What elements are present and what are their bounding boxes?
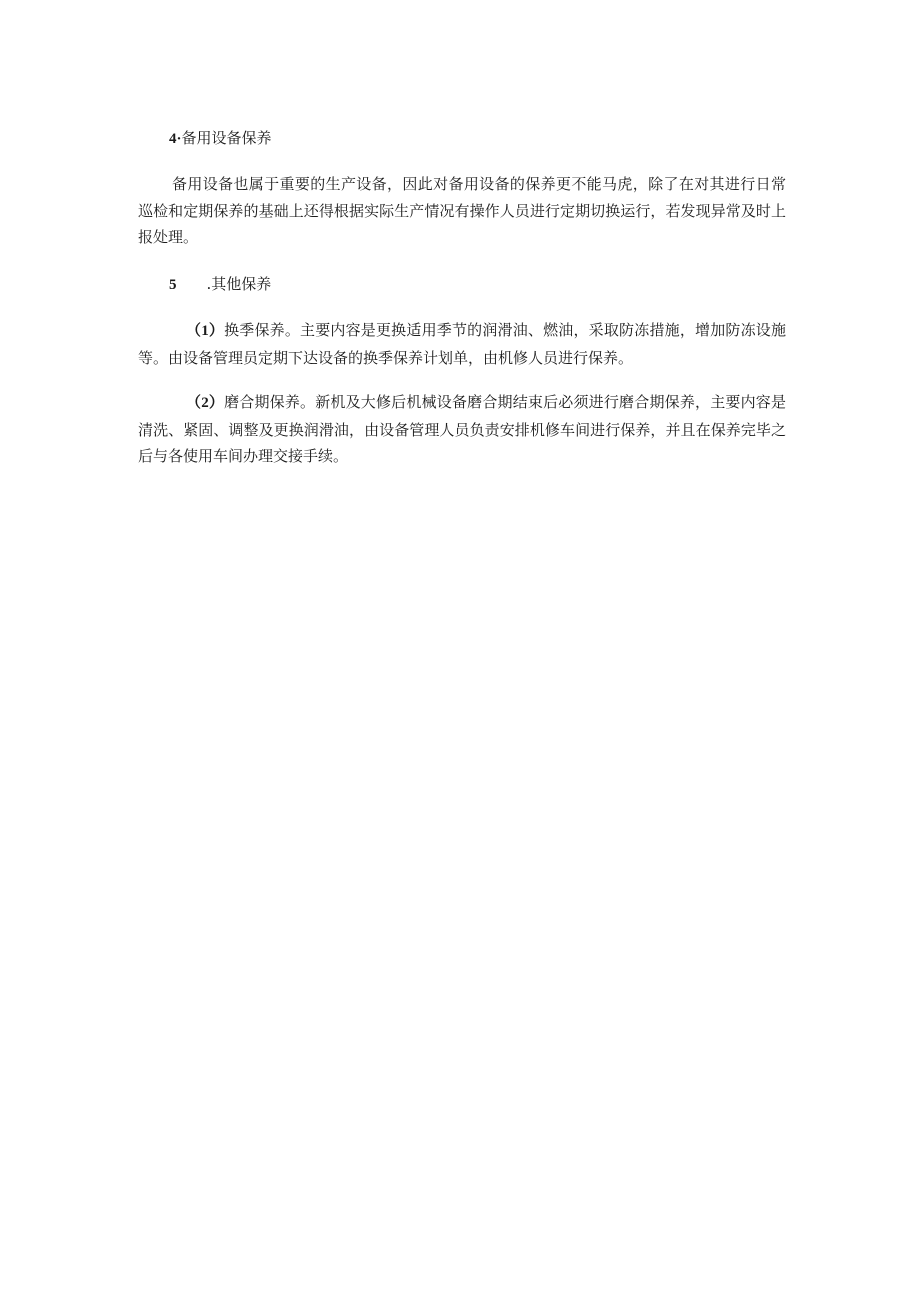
section-4-number: 4· (169, 131, 182, 147)
section-5-number: 5 (169, 277, 177, 293)
section-4-paragraph: 备用设备也属于重要的生产设备，因此对备用设备的保养更不能马虎，除了在对其进行日常巡检和定期保养的基础上还得根据实际生产情况有操作人员进行定期切换运行，若发现异常及时上报处理。 (138, 175, 786, 246)
item-2-text: 磨合期保养。新机及大修后机械设备磨合期结束后必须进行磨合期保养，主要内容是清洗、紧固、调整及更换润滑油，由设备管理人员负责安排机修车间进行保养，并且在保养完毕之后与各使用车间办理交接手续。 (138, 393, 786, 465)
item-1-text: 换季保养。主要内容是更换适用季节的润滑油、燃油，采取防冻措施，增加防冻设施等。由设备管理员定期下达设备的换季保养计划单，由机修人员进行保养。 (138, 321, 786, 367)
item-2-marker: （2） (186, 395, 225, 411)
section-4-heading (169, 128, 272, 149)
item-1-marker: （1） (186, 323, 225, 339)
section-4-title: 备用设备保养 (181, 129, 272, 147)
section-5-item-1 (138, 317, 786, 371)
section-5-item-2 (138, 389, 786, 470)
section-5-title: .其他保养 (206, 275, 272, 293)
section-5-heading (169, 274, 271, 295)
